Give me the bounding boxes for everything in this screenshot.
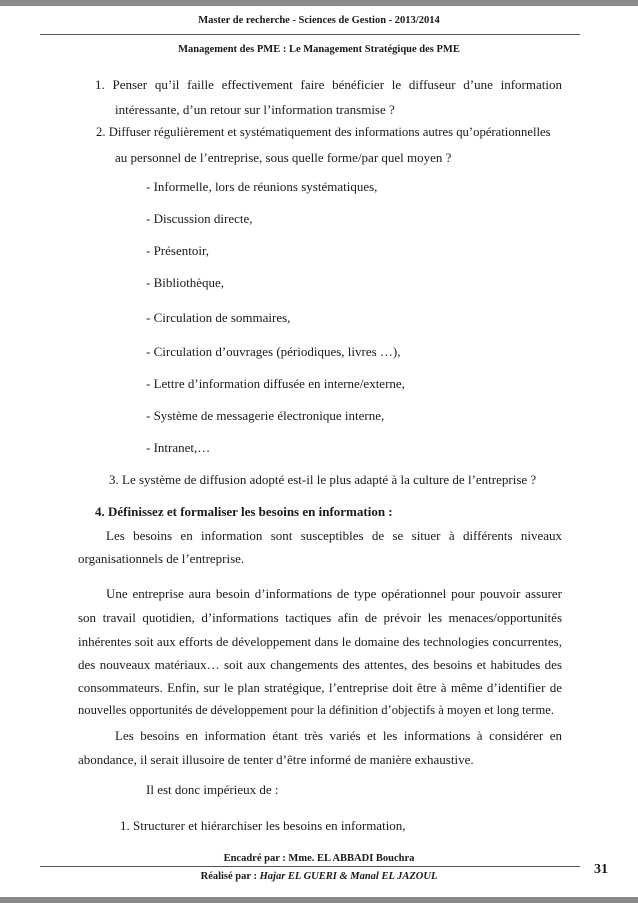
footer-supervisor: [0, 853, 638, 864]
list-item: - Présentoir,: [146, 243, 210, 258]
list-item: - Lettre d’information diffusée en interne/externe,: [146, 376, 405, 391]
question-1-line-1: 1. Penser qu’il faille effectivement faire bénéficier le diffuseur d’une information: [95, 77, 562, 92]
question-2-line-2: au personnel de l’entreprise, sous quelle forme/par quel moyen ?: [115, 150, 452, 165]
numbered-item-1: 1. Structurer et hiérarchiser les besoins en information,: [120, 818, 406, 833]
question-1-line-2: intéressante, d’un retour sur l’information transmise ?: [115, 102, 395, 117]
paragraph-3-line-1: Les besoins en information étant très variés et les informations à considérer en: [115, 728, 562, 743]
header-line-2: Management des PME : Le Management Stratégique des PME: [178, 44, 460, 55]
question-2-line-1: 2. Diffuser régulièrement et systématiquement des informations autres qu’opérationnelles: [96, 125, 551, 139]
paragraph-3-line-2: abondance, il serait illusoire de tenter d’être informé de manière exhaustive.: [78, 752, 474, 767]
paragraph-2-line-4: des nouveaux matériaux… soit aux changements des attentes, des besoins et habitudes des: [78, 657, 562, 672]
list-item: - Informelle, lors de réunions systématiques,: [146, 179, 378, 194]
list-item: - Bibliothèque,: [146, 275, 224, 290]
header-rule: [40, 34, 580, 35]
footer-authors: [0, 871, 638, 882]
paragraph-1-line-1: Les besoins en information sont susceptibles de se situer à différents niveaux: [106, 528, 562, 543]
footer-supervisor-name: Mme. EL ABBADI Bouchra: [288, 853, 415, 864]
question-3: 3. Le système de diffusion adopté est-il le plus adapté à la culture de l’entreprise ?: [109, 472, 537, 487]
paragraph-4: Il est donc impérieux de :: [146, 782, 279, 797]
list-item: - Circulation d’ouvrages (périodiques, livres …),: [146, 344, 401, 359]
page-bottom-edge: [0, 897, 638, 903]
paragraph-2-line-1: Une entreprise aura besoin d’informations de type opérationnel pour pouvoir assurer: [106, 586, 562, 601]
footer-authors-names: Hajar EL GUERI & Manal EL JAZOUL: [259, 871, 438, 882]
page-number: 31: [594, 862, 608, 877]
footer-authors-label: Réalisé par :: [200, 871, 260, 882]
paragraph-1-line-2: organisationnels de l’entreprise.: [78, 551, 245, 566]
paragraph-2-line-2: son travail quotidien, d’informations tactiques afin de prévoir les menaces/opportunités: [78, 610, 562, 625]
page-top-edge: [0, 0, 638, 6]
list-item: - Intranet,…: [146, 440, 211, 455]
list-item: - Système de messagerie électronique interne,: [146, 408, 385, 423]
paragraph-2-line-5: consommateurs. Enfin, sur le plan stratégique, l’entreprise doit être à même d’identifier de: [78, 680, 562, 695]
header-line-1: Master de recherche - Sciences de Gestion - 2013/2014: [198, 15, 440, 26]
paragraph-2-line-3: inhérentes soit aux efforts de développement dans le domaine des technologies concurrentes,: [78, 634, 562, 649]
paragraph-2-line-6: nouvelles opportunités de développement pour la définition d’objectifs à moyen et long terme.: [78, 703, 554, 717]
footer-supervisor-label: Encadré par :: [223, 853, 289, 864]
list-item: - Circulation de sommaires,: [146, 310, 291, 325]
section-4-title: 4. Définissez et formaliser les besoins en information :: [95, 504, 393, 519]
list-item: - Discussion directe,: [146, 211, 253, 226]
footer-rule: [40, 866, 580, 867]
